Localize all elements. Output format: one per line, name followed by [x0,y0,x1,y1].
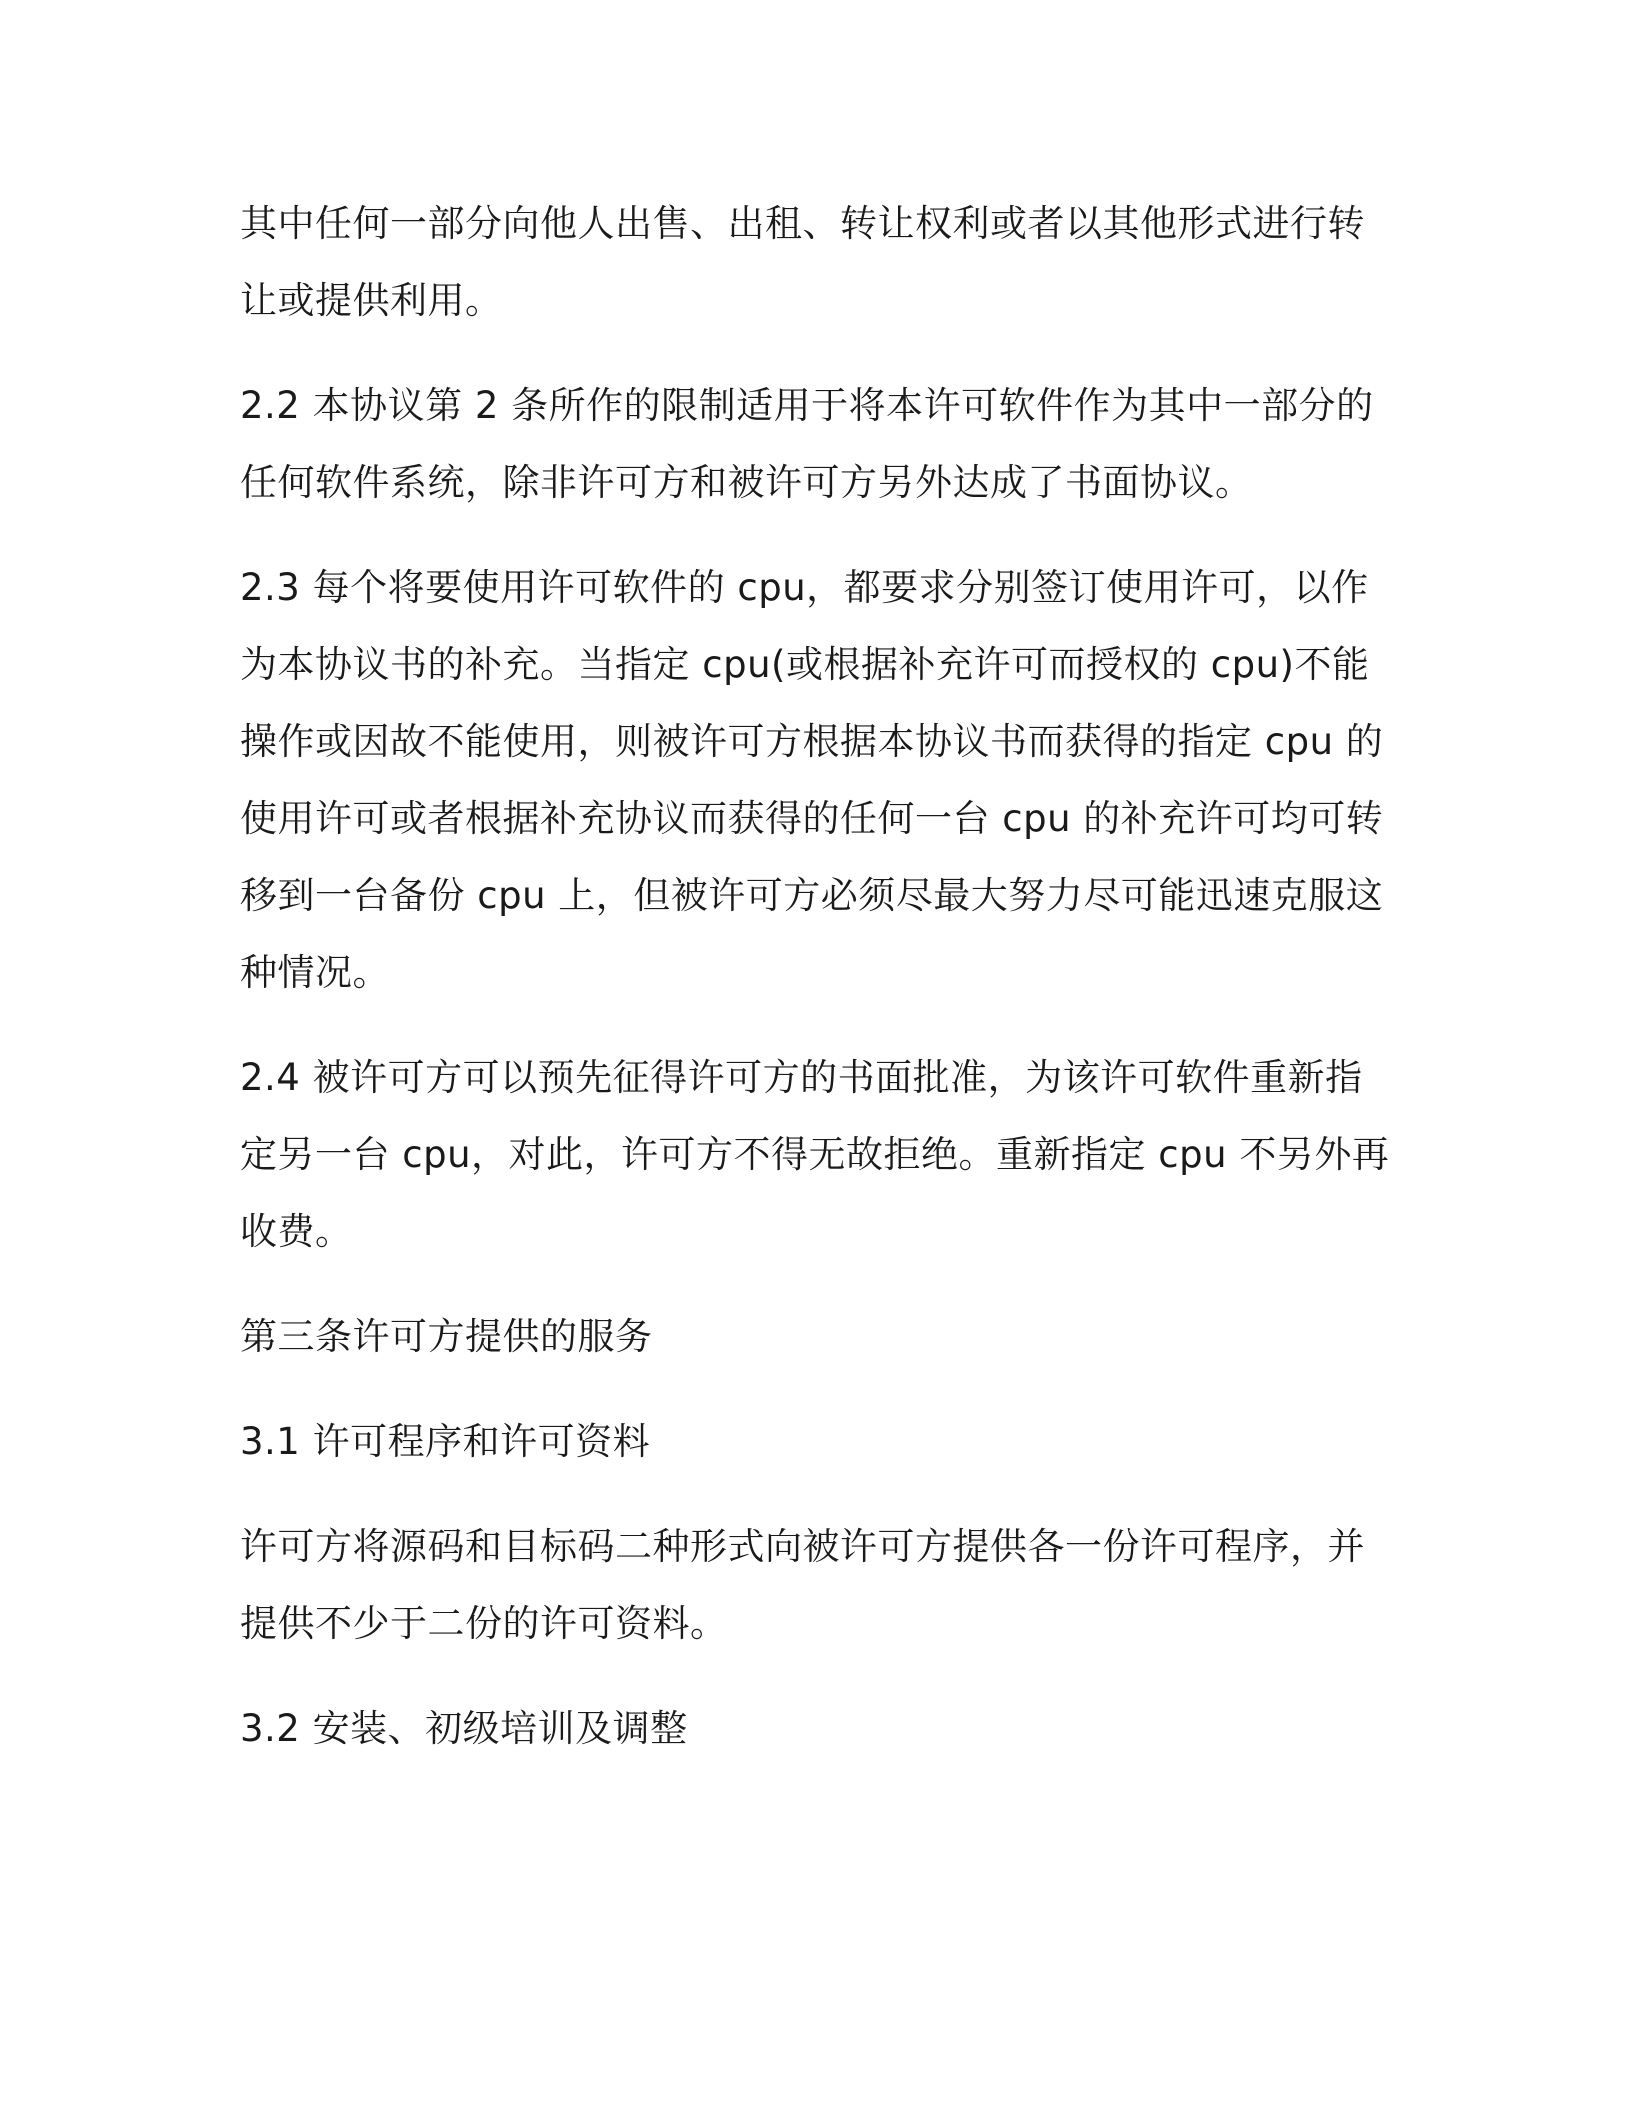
section-3-2-heading: 3.2 安装、初级培训及调整 [240,1707,688,1750]
paragraph-section-2-3: 2.3 每个将要使用许可软件的 cpu，都要求分别签订使用许可，以作为本协议书的补充。当指定 cpu(或根据补充许可而授权的 cpu)不能操作或因故不能使用，则被许可方根据本协议书而获得的指定 cpu 的使用许可或者根据补充协议而获得的任何一台 cpu 的补充许可均可转移到一台备份 cpu 上，但被许可方必须尽最大努力尽可能迅速克服这种情况。 [240,566,1384,994]
paragraph-section-2-1-continued: 其中任何一部分向他人出售、出租、转让权利或者以其他形式进行转让或提供利用。 [240,202,1365,322]
article-3-heading: 第三条许可方提供的服务 [240,1315,653,1358]
paragraph-section-2-4: 2.4 被许可方可以预先征得许可方的书面批准，为该许可软件重新指定另一台 cpu，对此，许可方不得无故拒绝。重新指定 cpu 不另外再收费。 [240,1056,1390,1253]
document-body [240,185,1390,1767]
paragraph-section-3-1: 许可方将源码和目标码二种形式向被许可方提供各一份许可程序，并提供不少于二份的许可资料。 [240,1525,1365,1645]
section-3-1-heading: 3.1 许可程序和许可资料 [240,1420,651,1463]
paragraph-section-2-2: 2.2 本协议第 2 条所作的限制适用于将本许可软件作为其中一部分的任何软件系统，除非许可方和被许可方另外达成了书面协议。 [240,384,1374,504]
